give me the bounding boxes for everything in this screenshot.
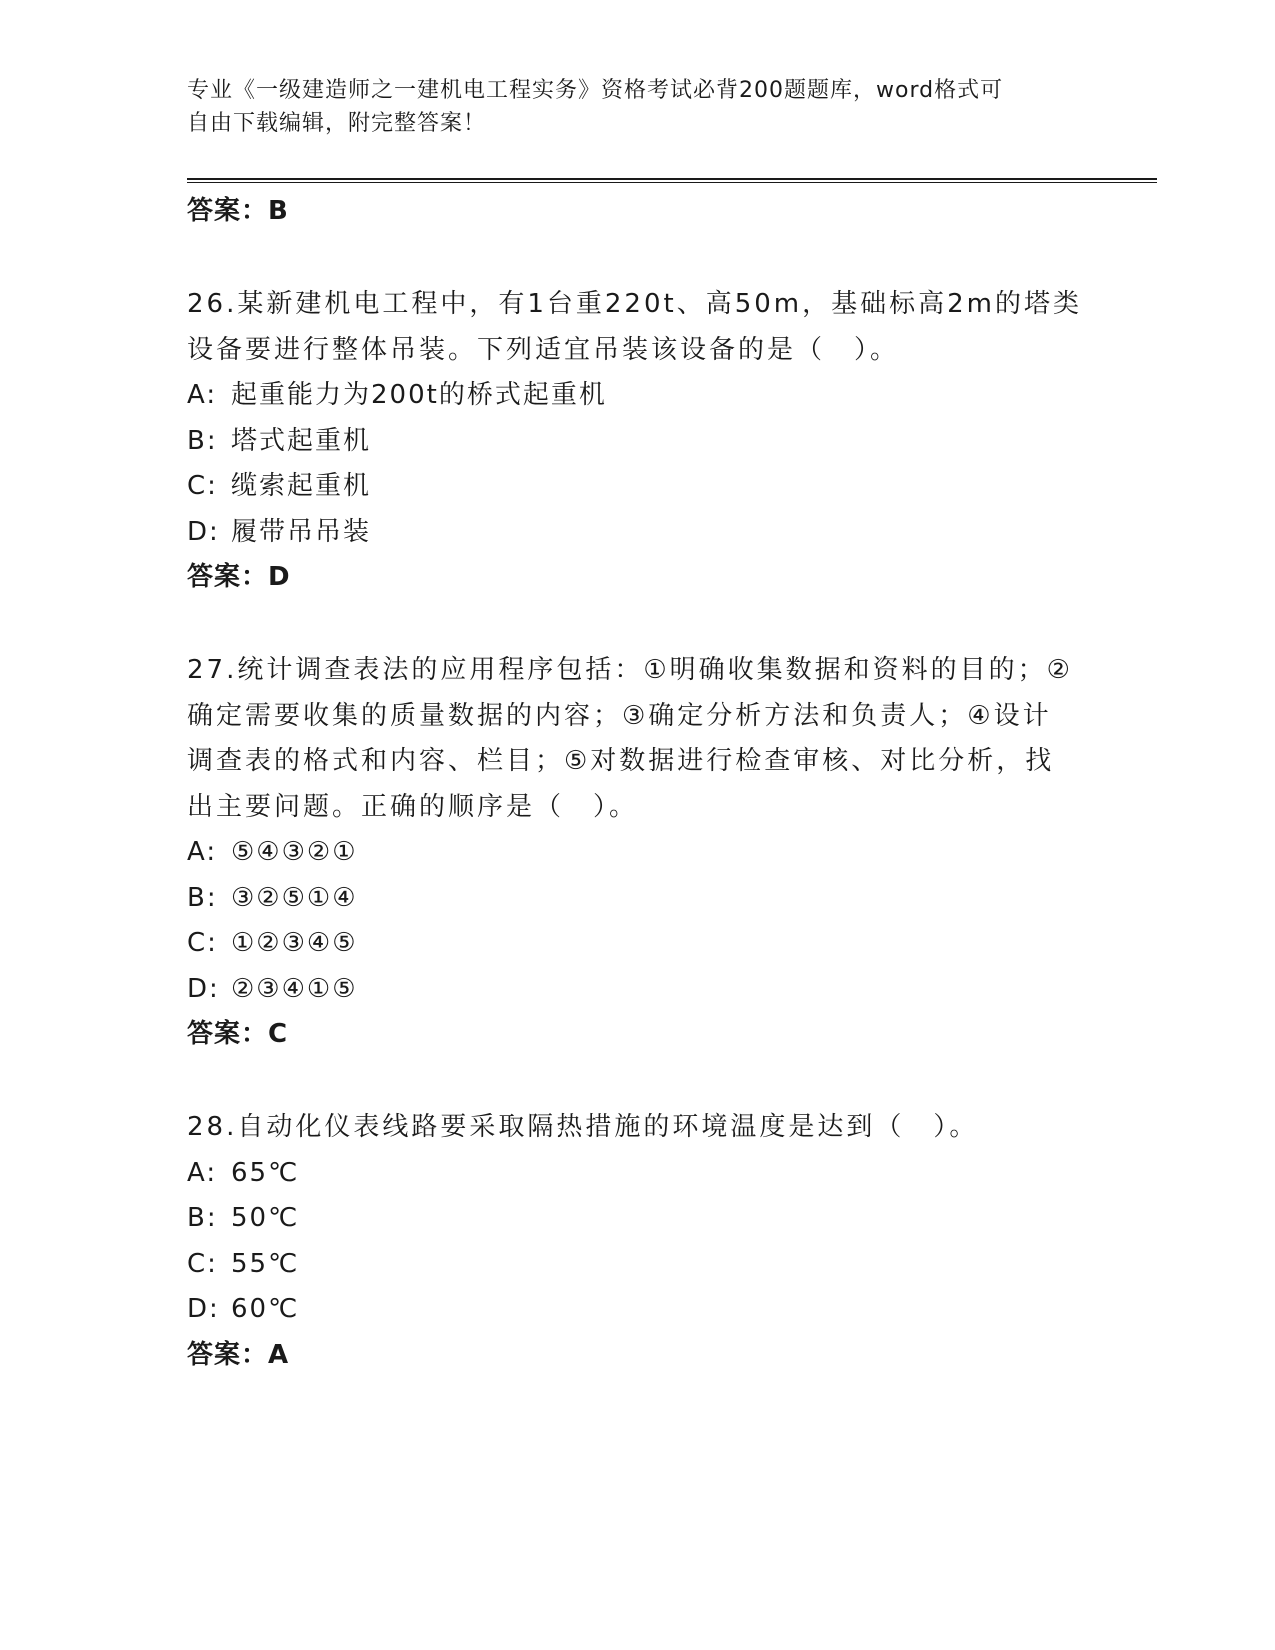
option-text: ⑤④③②① bbox=[231, 837, 358, 867]
question-stem-line: 28.自动化仪表线路要采取隔热措施的环境温度是达到（ ）。 bbox=[187, 1112, 979, 1142]
option-b bbox=[187, 1196, 1107, 1242]
header-divider bbox=[187, 178, 1157, 183]
option-text: 55℃ bbox=[231, 1248, 300, 1279]
option-letter: D: bbox=[187, 1294, 220, 1324]
option-text: 65℃ bbox=[231, 1157, 300, 1188]
option-letter: A: bbox=[187, 1157, 218, 1188]
option-letter: B: bbox=[187, 882, 218, 913]
option-c bbox=[187, 464, 1107, 510]
question-stem-line: 26.某新建机电工程中，有1台重220t、高50m，基础标高2m的塔类 bbox=[187, 289, 1082, 319]
option-d bbox=[187, 1287, 1107, 1333]
option-c bbox=[187, 921, 1107, 967]
option-text: ②③④①⑤ bbox=[231, 973, 358, 1004]
option-letter: C: bbox=[187, 1248, 218, 1279]
answer-line: 答案：C bbox=[187, 1019, 289, 1049]
option-b bbox=[187, 876, 1107, 922]
question-stem-line: 27.统计调查表法的应用程序包括：①明确收集数据和资料的目的；② bbox=[187, 655, 1073, 685]
answer-line: 答案：A bbox=[187, 1339, 290, 1370]
header-line-2: 自由下载编辑，附完整答案！ bbox=[187, 111, 487, 136]
option-letter: A: bbox=[187, 837, 218, 867]
question-stem-line: 出主要问题。正确的顺序是（ ）。 bbox=[187, 791, 639, 822]
question-28 bbox=[187, 1105, 1107, 1378]
option-text: 缆索起重机 bbox=[231, 471, 372, 501]
option-text: 塔式起重机 bbox=[231, 425, 372, 456]
option-text: 履带吊吊装 bbox=[231, 516, 372, 547]
question-27 bbox=[187, 648, 1107, 1057]
option-letter: D: bbox=[187, 973, 220, 1004]
option-b bbox=[187, 419, 1107, 465]
question-26 bbox=[187, 282, 1107, 600]
option-text: ①②③④⑤ bbox=[231, 928, 358, 958]
answer-line: 答案：D bbox=[187, 562, 291, 592]
option-a bbox=[187, 373, 1107, 419]
option-text: ③②⑤①④ bbox=[231, 882, 358, 913]
header-line-1: 专业《一级建造师之一建机电工程实务》资格考试必背200题题库，word格式可 bbox=[187, 78, 1004, 103]
option-letter: D: bbox=[187, 516, 220, 547]
previous-answer: 答案：B bbox=[187, 196, 289, 226]
option-letter: C: bbox=[187, 471, 218, 501]
document-header bbox=[187, 74, 1087, 140]
option-c bbox=[187, 1242, 1107, 1288]
option-d bbox=[187, 510, 1107, 556]
option-letter: B: bbox=[187, 425, 218, 456]
option-letter: B: bbox=[187, 1203, 218, 1233]
option-text: 起重能力为200t的桥式起重机 bbox=[231, 380, 607, 410]
option-letter: A: bbox=[187, 380, 218, 410]
question-stem-line: 确定需要收集的质量数据的内容；③确定分析方法和负责人；④设计 bbox=[187, 700, 1052, 731]
option-a bbox=[187, 830, 1107, 876]
option-a bbox=[187, 1151, 1107, 1197]
option-letter: C: bbox=[187, 928, 218, 958]
option-text: 50℃ bbox=[231, 1203, 300, 1233]
question-list bbox=[187, 189, 1107, 1378]
option-d bbox=[187, 967, 1107, 1013]
question-stem-line: 调查表的格式和内容、栏目；⑤对数据进行检查审核、对比分析，找 bbox=[187, 746, 1055, 776]
question-stem-line: 设备要进行整体吊装。下列适宜吊装该设备的是（ ）。 bbox=[187, 334, 900, 365]
option-text: 60℃ bbox=[231, 1294, 300, 1324]
